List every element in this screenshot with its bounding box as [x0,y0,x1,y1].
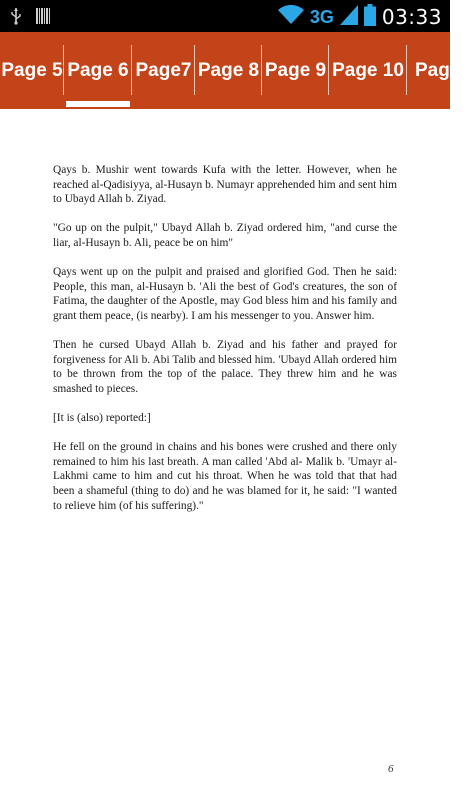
page-number: 6 [388,763,394,775]
barcode-icon [36,8,50,28]
tab-page-7[interactable] [132,32,195,109]
tab-page-10[interactable] [329,32,407,109]
tab-page-11-partial[interactable] [407,32,475,109]
tab-strip [0,32,475,109]
document-text [53,163,397,528]
wifi-icon [278,5,304,29]
paragraph: Qays went up on the pulpit and praised and glorified God. Then he said: People, this man, al-Husayn b. 'Ali the best of God's creatures, the son of Fatima, the daughter of the Apostle, may God bless him and his family and grant them peace, (is nearby). I am his messenger to you. Answer him. [53,266,397,322]
battery-icon [364,4,376,30]
tab-label: Page [415,59,461,81]
paragraph: [It is (also) reported:] [53,412,151,425]
status-bar [0,0,450,32]
tab-label: Page 8 [197,59,260,81]
tab-label: Page 10 [332,59,404,81]
tab-page-5[interactable] [0,32,64,109]
network-type: 3G [309,6,334,27]
tab-label: Page 5 [1,59,63,81]
signal-icon [340,5,358,29]
paragraph: Qays b. Mushir went towards Kufa with the letter. However, when he reached al-Qadisiyya, al-Husayn b. Numayr apprehended him and sent him to Ubayd Allah b. Ziyad. [53,164,397,206]
usb-icon [10,7,22,29]
tab-label: Page 9 [264,59,327,81]
tab-label: Page7 [135,59,192,81]
clock: 03:33 [381,5,442,29]
paragraph: He fell on the ground in chains and his bones were crushed and there only remained to him his last breath. A man called 'Abd al- Malik b. 'Umayr al-Lakhmi came to him and cut his throat. When he was told that that had been a shameful (thing to do) and he was blamed for it, he said: "I wanted to relieve him (of his suffering)." [53,441,397,512]
page-tab-bar [0,32,461,109]
tab-page-6[interactable] [64,32,132,109]
tab-page-8[interactable] [195,32,262,109]
tab-label: Page 6 [67,59,129,81]
paragraph: "Go up on the pulpit," Ubayd Allah b. Ziyad ordered him, "and curse the liar, al-Husayn b. Ali, peace be on him" [53,222,397,249]
document-page [0,110,450,800]
tab-page-9[interactable] [262,32,329,109]
paragraph: Then he cursed Ubayd Allah b. Ziyad and his father and prayed for forgiveness for Ali b. Abi Talib and blessed him. 'Ubayd Allah ordered him to be thrown from the top of the palace. They threw him and he was smashed to pieces. [53,339,397,395]
selected-tab-indicator [66,101,130,107]
